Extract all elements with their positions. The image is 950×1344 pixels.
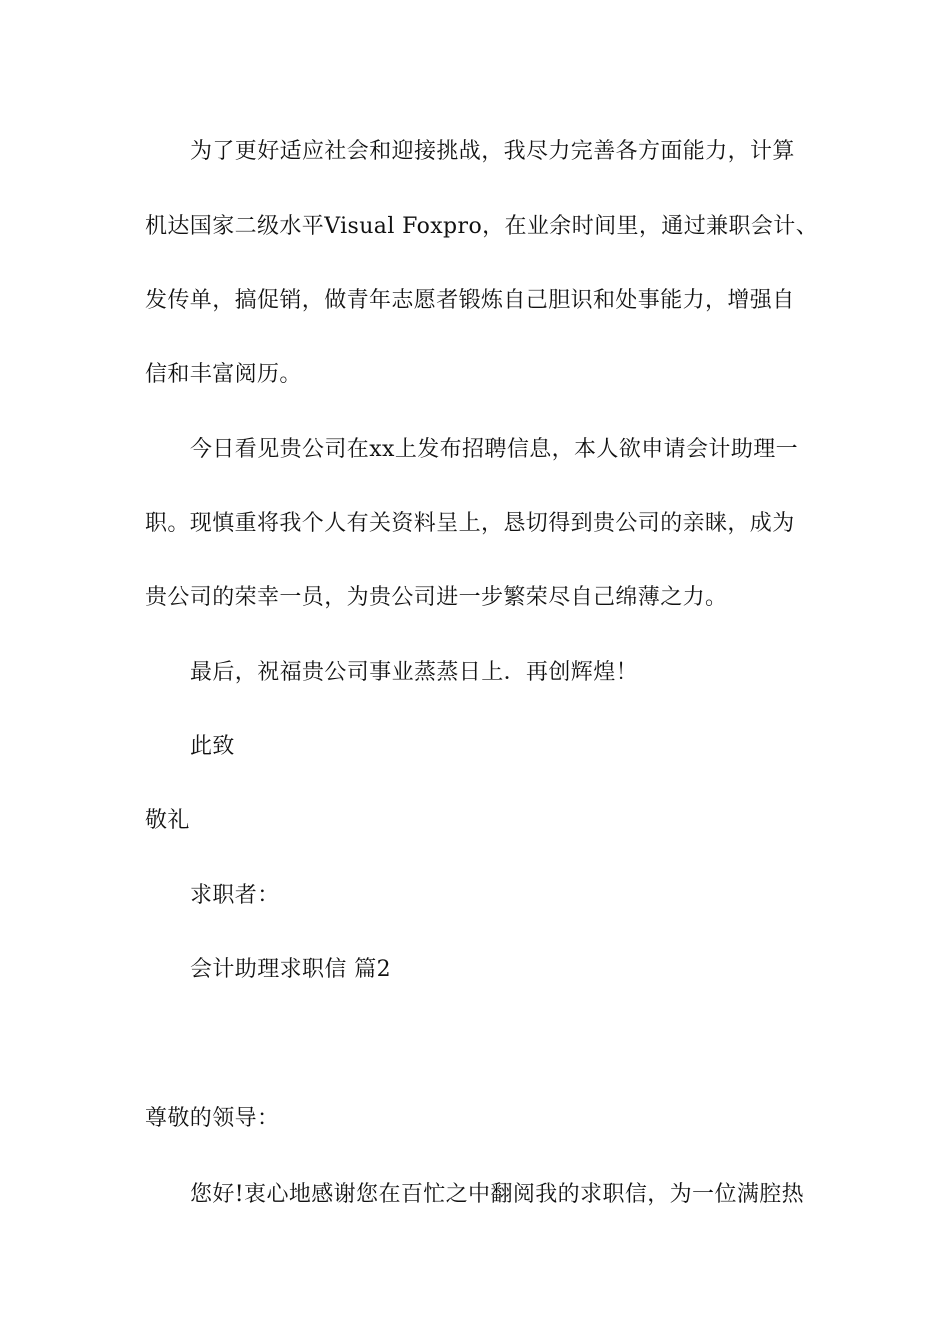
signature-label: 求职者： [190,883,280,908]
closing-wish: 最后，祝福贵公司事业蒸蒸日上．再创辉煌！ [190,660,639,685]
paragraph-1-line-3: 发传单，搞促销，做青年志愿者锻炼自己胆识和处事能力，增强自 [145,288,795,313]
paragraph-1-line-1: 为了更好适应社会和迎接挑战，我尽力完善各方面能力，计算 [190,139,795,164]
paragraph-1-line-4: 信和丰富阅历。 [145,362,302,387]
paragraph-2-line-2: 职。现慎重将我个人有关资料呈上，恳切得到贵公司的亲睐，成为 [145,511,795,536]
salutation-close: 此致 [190,734,235,759]
paragraph-2-line-3: 贵公司的荣幸一员，为贵公司进一步繁荣尽自己绵薄之力。 [145,585,728,610]
paragraph-3-line-1: 您好!衷心地感谢您在百忙之中翻阅我的求职信，为一位满腔热 [190,1182,805,1207]
paragraph-1-line-2: 机达国家二级水平Visual Foxpro，在业余时间里，通过兼职会计、 [145,214,819,239]
greeting: 尊敬的领导： [145,1106,280,1131]
paragraph-2-line-1: 今日看见贵公司在xx上发布招聘信息，本人欲申请会计助理一 [190,437,799,462]
section-title: 会计助理求职信 篇2 [190,957,391,982]
regards: 敬礼 [145,808,190,833]
